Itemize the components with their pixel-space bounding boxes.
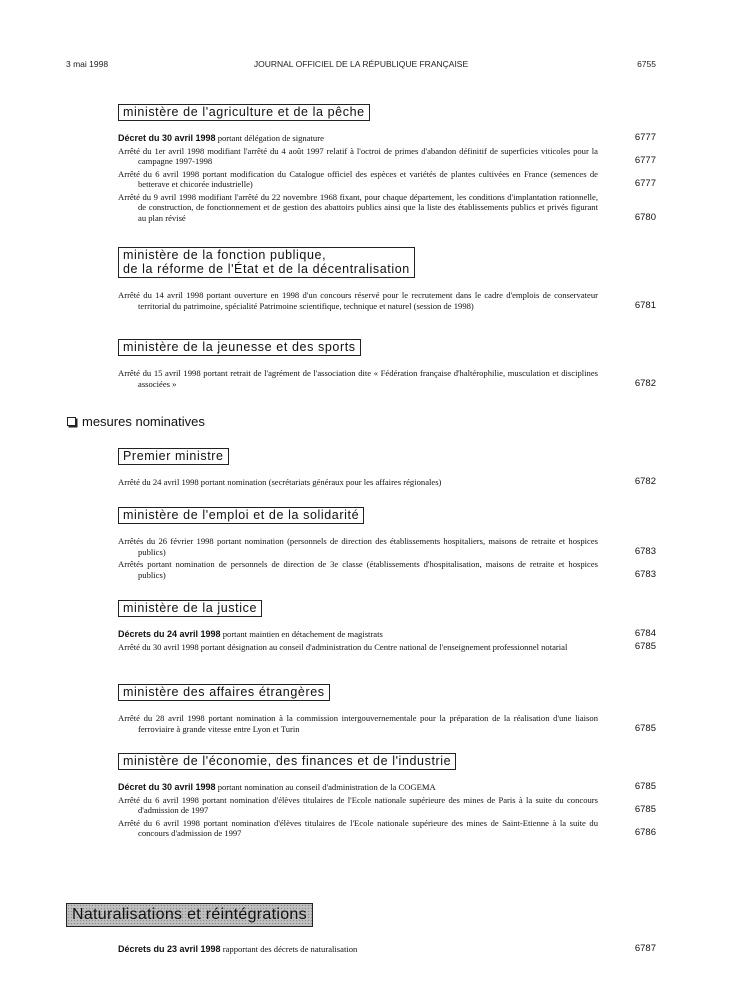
entry-description: rapportant des décrets de naturalisation bbox=[220, 944, 358, 954]
entry-description: Arrêté du 6 avril 1998 portant modification du Catalogue officiel des espèces et variétés de plantes cultivées en France (semences de betterave et chicorée industrielle) bbox=[118, 168, 598, 189]
toc-entry-text bbox=[118, 795, 600, 816]
toc-entry-text bbox=[118, 559, 600, 580]
entry-description: Arrêté du 15 avril 1998 portant retrait de l'agrément de l'association dite « Fédération française d'haltérophilie, musculation et disciplines associées » bbox=[118, 368, 598, 389]
toc-entry bbox=[118, 782, 656, 793]
toc-entry-text bbox=[118, 146, 600, 167]
ministry-title-line: ministère de l'emploi et de la solidarité bbox=[123, 508, 360, 522]
entry-page-number: 6781 bbox=[634, 299, 656, 311]
toc-entry bbox=[118, 169, 656, 190]
ministry-title bbox=[118, 600, 262, 617]
toc-entry bbox=[118, 290, 656, 311]
entry-description: Arrêté du 6 avril 1998 portant nomination d'élèves titulaires de l'Ecole nationale supérieure des mines de Paris à la suite du concours d'admission de 1997 bbox=[118, 794, 598, 815]
ministry-title bbox=[118, 339, 361, 356]
entry-page-number: 6785 bbox=[634, 722, 656, 734]
section-economie-finances bbox=[118, 752, 656, 841]
ministry-title-line: de la réforme de l'État et de la décentralisation bbox=[123, 262, 410, 276]
decree-lead: Décrets du 24 avril 1998 bbox=[118, 629, 221, 639]
ministry-title-line: ministère des affaires étrangères bbox=[123, 685, 325, 699]
toc-entry-text bbox=[118, 629, 600, 640]
toc-entry bbox=[118, 536, 656, 557]
toc-entry bbox=[118, 477, 656, 488]
entry-page-number: 6787 bbox=[634, 943, 656, 954]
toc-entry bbox=[118, 642, 656, 653]
toc-entry-text bbox=[118, 642, 600, 653]
entry-description: Arrêté du 9 avril 1998 modifiant l'arrêté du 22 novembre 1968 fixant, pour chaque département, les conditions d'implantation rationnelle, de construction, de fonctionnement et de gestion des abattoirs publics ainsi que la liste des établissements publics et privés figurant au plan révisé bbox=[118, 191, 598, 223]
entry-description: Arrêté du 30 avril 1998 portant désignation au conseil d'administration du Centre national de l'enseignement professionnel notarial bbox=[118, 641, 568, 652]
ministry-title bbox=[118, 684, 330, 701]
subheading-label: mesures nominatives bbox=[82, 414, 205, 429]
toc-entry-text bbox=[118, 818, 600, 839]
toc-entry-text bbox=[118, 782, 600, 793]
toc-entry bbox=[118, 192, 656, 224]
entry-page-number: 6777 bbox=[634, 155, 656, 166]
section-jeunesse-sports bbox=[118, 338, 656, 391]
section-affaires-etrangeres bbox=[118, 683, 656, 736]
section-justice bbox=[118, 599, 656, 654]
toc-entry-text bbox=[118, 477, 600, 488]
toc-entry bbox=[118, 133, 656, 144]
entry-description: portant maintien en détachement de magistrats bbox=[220, 629, 383, 639]
toc-entry-text bbox=[118, 133, 600, 144]
entry-page-number: 6777 bbox=[634, 178, 656, 189]
entry-description: Arrêtés portant nomination de personnels de direction de 3e classe (établissements d'hospitalisation, maisons de retraite et hospices publics) bbox=[118, 559, 598, 580]
entry-page-number: 6783 bbox=[634, 568, 656, 580]
toc-entry-text bbox=[118, 536, 600, 557]
toc-entry-text bbox=[118, 368, 600, 389]
entry-description: Arrêté du 1er avril 1998 modifiant l'arrêté du 4 août 1997 relatif à l'octroi de primes d'abandon définitif de superficies viticoles pour la campagne 1997-1998 bbox=[118, 145, 598, 166]
entry-description: portant délégation de signature bbox=[215, 133, 324, 143]
ministry-title bbox=[118, 507, 364, 524]
entry-page-number: 6785 bbox=[634, 640, 656, 652]
ministry-title-line: ministère de la jeunesse et des sports bbox=[123, 340, 356, 354]
entry-page-number: 6783 bbox=[634, 545, 656, 557]
entry-page-number: 6777 bbox=[634, 132, 656, 143]
square-bullet-icon bbox=[67, 417, 76, 426]
ministry-title bbox=[118, 448, 229, 465]
header-page-number: 6755 bbox=[637, 59, 656, 69]
toc-entry bbox=[118, 559, 656, 580]
entry-description: Arrêté du 24 avril 1998 portant nomination (secrétariats généraux pour les affaires régionales) bbox=[118, 477, 442, 487]
entry-page-number: 6785 bbox=[634, 781, 656, 792]
header-date: 3 mai 1998 bbox=[66, 59, 109, 69]
toc-entry bbox=[118, 368, 656, 389]
toc-entry-text bbox=[118, 169, 600, 190]
toc-entry bbox=[118, 629, 656, 640]
toc-entry-text bbox=[118, 192, 600, 224]
toc-entry-text bbox=[118, 290, 600, 311]
entry-page-number: 6782 bbox=[634, 476, 656, 487]
entry-page-number: 6782 bbox=[634, 377, 656, 389]
entry-description: portant nomination au conseil d'administration de la COGEMA bbox=[215, 782, 436, 792]
section-agriculture bbox=[118, 103, 656, 225]
toc-entry-text bbox=[118, 713, 600, 734]
section-fonction-publique bbox=[118, 247, 656, 313]
ministry-title-line: ministère de l'économie, des finances et de l'industrie bbox=[123, 754, 452, 768]
entry-page-number: 6785 bbox=[634, 804, 656, 815]
entry-description: Arrêté du 6 avril 1998 portant nomination d'élèves titulaires de l'Ecole nationale supérieure des mines de Saint-Etienne à la suite du concours d'admission de 1997 bbox=[118, 817, 598, 838]
naturalisations-banner: Naturalisations et réintégrations bbox=[66, 903, 313, 927]
ministry-title-line: ministère de la justice bbox=[123, 601, 257, 615]
section-naturalisations bbox=[118, 944, 656, 957]
decree-lead: Décrets du 23 avril 1998 bbox=[118, 944, 221, 954]
decree-lead: Décret du 30 avril 1998 bbox=[118, 782, 216, 792]
toc-entry bbox=[118, 818, 656, 839]
ministry-title-line: ministère de la fonction publique, bbox=[123, 248, 327, 262]
page-header bbox=[66, 59, 656, 71]
ministry-title-line: ministère de l'agriculture et de la pêche bbox=[123, 105, 365, 119]
section-emploi-solidarite bbox=[118, 506, 656, 582]
entry-description: Arrêté du 14 avril 1998 portant ouverture en 1998 d'un concours réservé pour le recrutement dans le cadre d'emplois de conservateur territorial du patrimoine, spécialité Patrimoine scientifique, technique et naturel (session de 1998) bbox=[118, 290, 598, 311]
journal-title: JOURNAL OFFICIEL DE LA RÉPUBLIQUE FRANÇAISE bbox=[253, 59, 469, 69]
ministry-title-line: Premier ministre bbox=[123, 449, 224, 463]
toc-entry bbox=[118, 795, 656, 816]
section-premier-ministre bbox=[118, 447, 656, 490]
entry-page-number: 6786 bbox=[634, 827, 656, 838]
decree-lead: Décret du 30 avril 1998 bbox=[118, 133, 216, 143]
ministry-title bbox=[118, 104, 370, 121]
entry-description: Arrêtés du 26 février 1998 portant nomination (personnels de direction des établissements hospitaliers, maisons de retraite et hospices publics) bbox=[118, 536, 598, 557]
toc-entry bbox=[118, 944, 656, 955]
entry-page-number: 6780 bbox=[634, 211, 656, 223]
toc-entry-text bbox=[118, 944, 600, 955]
ministry-title bbox=[118, 247, 415, 278]
subheading-mesures-nominatives bbox=[67, 414, 205, 429]
entry-page-number: 6784 bbox=[634, 628, 656, 639]
toc-entry bbox=[118, 146, 656, 167]
entry-description: Arrêté du 28 avril 1998 portant nomination à la commission intergouvernementale pour la préparation de la réalisation d'une liaison ferroviaire à grande vitesse entre Lyon et Turin bbox=[118, 713, 598, 734]
ministry-title bbox=[118, 753, 456, 770]
toc-entry bbox=[118, 713, 656, 734]
